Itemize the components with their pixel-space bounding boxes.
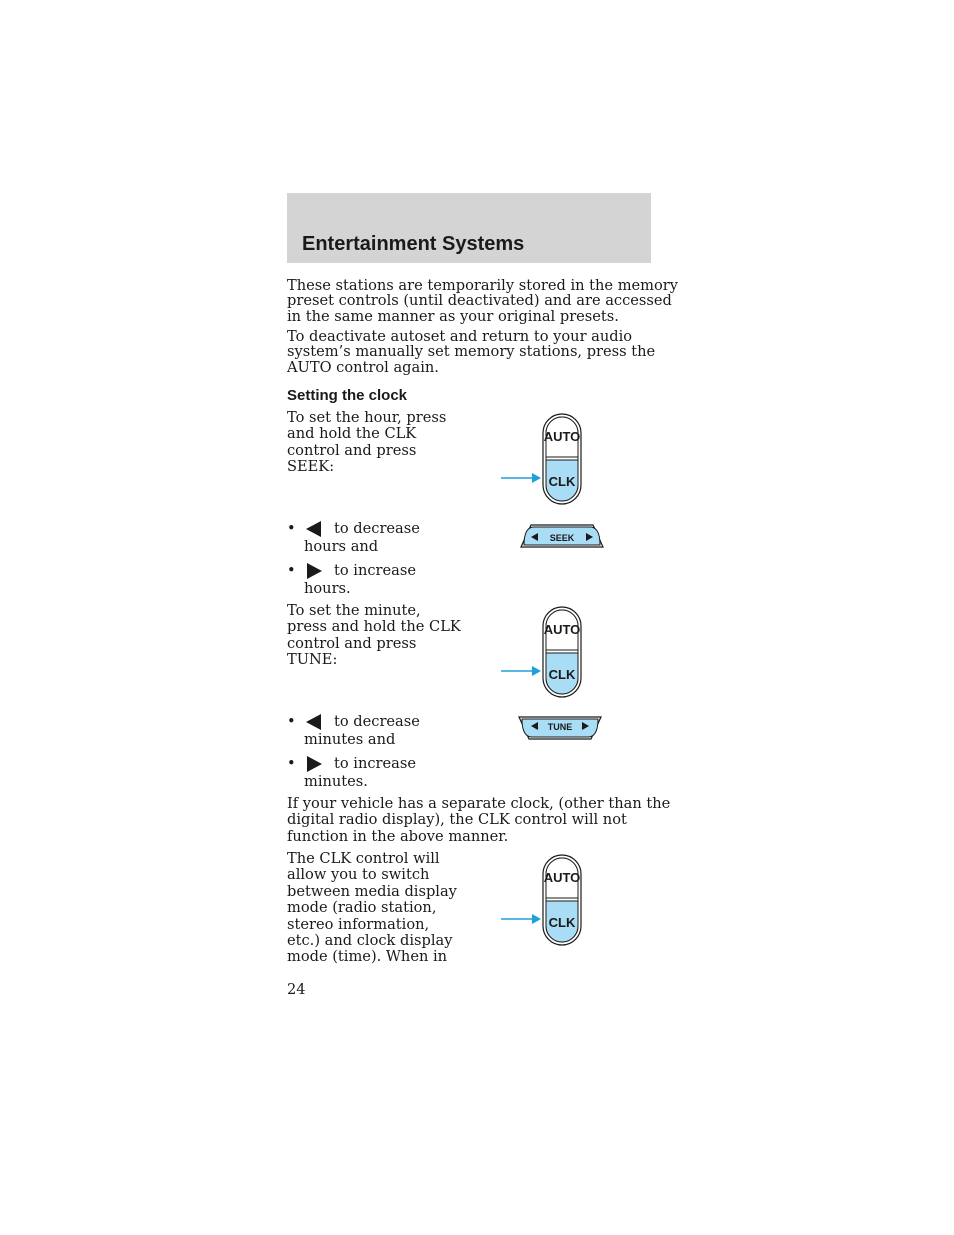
- text-line: TUNE:: [287, 651, 338, 669]
- text-line: The CLK control will: [287, 850, 440, 867]
- list-item: [287, 520, 487, 556]
- text-line: AUTO control again.: [287, 358, 439, 376]
- right-triangle-icon: [305, 562, 323, 580]
- bullet-continuation: hours and: [304, 538, 379, 555]
- text-line: To set the minute,: [287, 602, 421, 619]
- bullet-continuation: minutes and: [304, 731, 396, 748]
- clk-toggle-paragraph: [287, 851, 457, 966]
- text-line: control and press: [287, 441, 417, 459]
- text-line: To set the hour, press: [287, 409, 447, 426]
- left-triangle-icon: [305, 520, 323, 538]
- text-line: If your vehicle has a separate clock, (other than the: [287, 795, 671, 812]
- auto-button-label: AUTO: [543, 622, 581, 637]
- minute-instructions: [287, 603, 461, 669]
- text-line: These stations are temporarily stored in the memory: [287, 277, 679, 294]
- bullet-continuation: minutes.: [304, 773, 368, 790]
- text-line: control and press: [287, 634, 417, 652]
- hour-instructions: [287, 410, 446, 476]
- text-line: stereo information,: [287, 915, 430, 933]
- arrow-pointer-icon: [532, 914, 541, 924]
- auto-button-label: AUTO: [543, 870, 581, 885]
- list-item: [287, 713, 487, 749]
- bullet-dot: •: [287, 562, 296, 579]
- clk-button-label: CLK: [548, 474, 576, 489]
- text-line: and hold the CLK: [287, 425, 417, 443]
- intro-paragraph-2: [287, 329, 655, 375]
- auto-clk-control: [498, 853, 588, 948]
- text-line: preset controls (until deactivated) and are accessed: [287, 292, 672, 310]
- text-line: system’s manually set memory stations, press the: [287, 343, 656, 361]
- auto-clk-control: [498, 412, 588, 507]
- intro-paragraph-1: [287, 278, 678, 324]
- bullet-dot: •: [287, 713, 296, 730]
- clk-button-label: CLK: [548, 915, 576, 930]
- right-triangle-icon: [305, 755, 323, 773]
- list-item: [287, 755, 487, 791]
- auto-button-label: AUTO: [543, 429, 581, 444]
- seek-label: SEEK: [549, 533, 575, 543]
- list-item: [287, 562, 487, 598]
- text-line: mode (radio station,: [287, 899, 437, 917]
- bullet-text: to decrease: [334, 520, 420, 537]
- clk-button-label: CLK: [548, 667, 576, 682]
- page-number: 24: [287, 981, 306, 998]
- text-line: in the same manner as your original presets.: [287, 307, 619, 325]
- bullet-text: to decrease: [334, 713, 420, 730]
- tune-label: TUNE: [547, 722, 573, 732]
- tune-control: [515, 714, 605, 742]
- text-line: To deactivate autoset and return to your audio: [287, 328, 633, 345]
- bullet-text: to increase: [334, 755, 416, 772]
- auto-clk-control: [498, 605, 588, 700]
- arrow-pointer-icon: [532, 473, 541, 483]
- text-line: etc.) and clock display: [287, 932, 453, 950]
- text-line: digital radio display), the CLK control will not: [287, 811, 627, 829]
- bullet-continuation: hours.: [304, 580, 351, 597]
- text-line: SEEK:: [287, 458, 335, 476]
- text-line: mode (time). When in: [287, 948, 448, 966]
- text-line: press and hold the CLK: [287, 618, 461, 636]
- separate-clock-paragraph: [287, 796, 670, 845]
- bullet-dot: •: [287, 755, 296, 772]
- left-triangle-icon: [305, 713, 323, 731]
- arrow-pointer-icon: [532, 666, 541, 676]
- text-line: function in the above manner.: [287, 827, 509, 845]
- bullet-text: to increase: [334, 562, 416, 579]
- text-line: between media display: [287, 882, 457, 900]
- seek-control: [517, 522, 607, 550]
- text-line: allow you to switch: [287, 866, 430, 884]
- page-title: Entertainment Systems: [302, 233, 525, 255]
- section-heading: Setting the clock: [287, 387, 408, 404]
- bullet-dot: •: [287, 520, 296, 537]
